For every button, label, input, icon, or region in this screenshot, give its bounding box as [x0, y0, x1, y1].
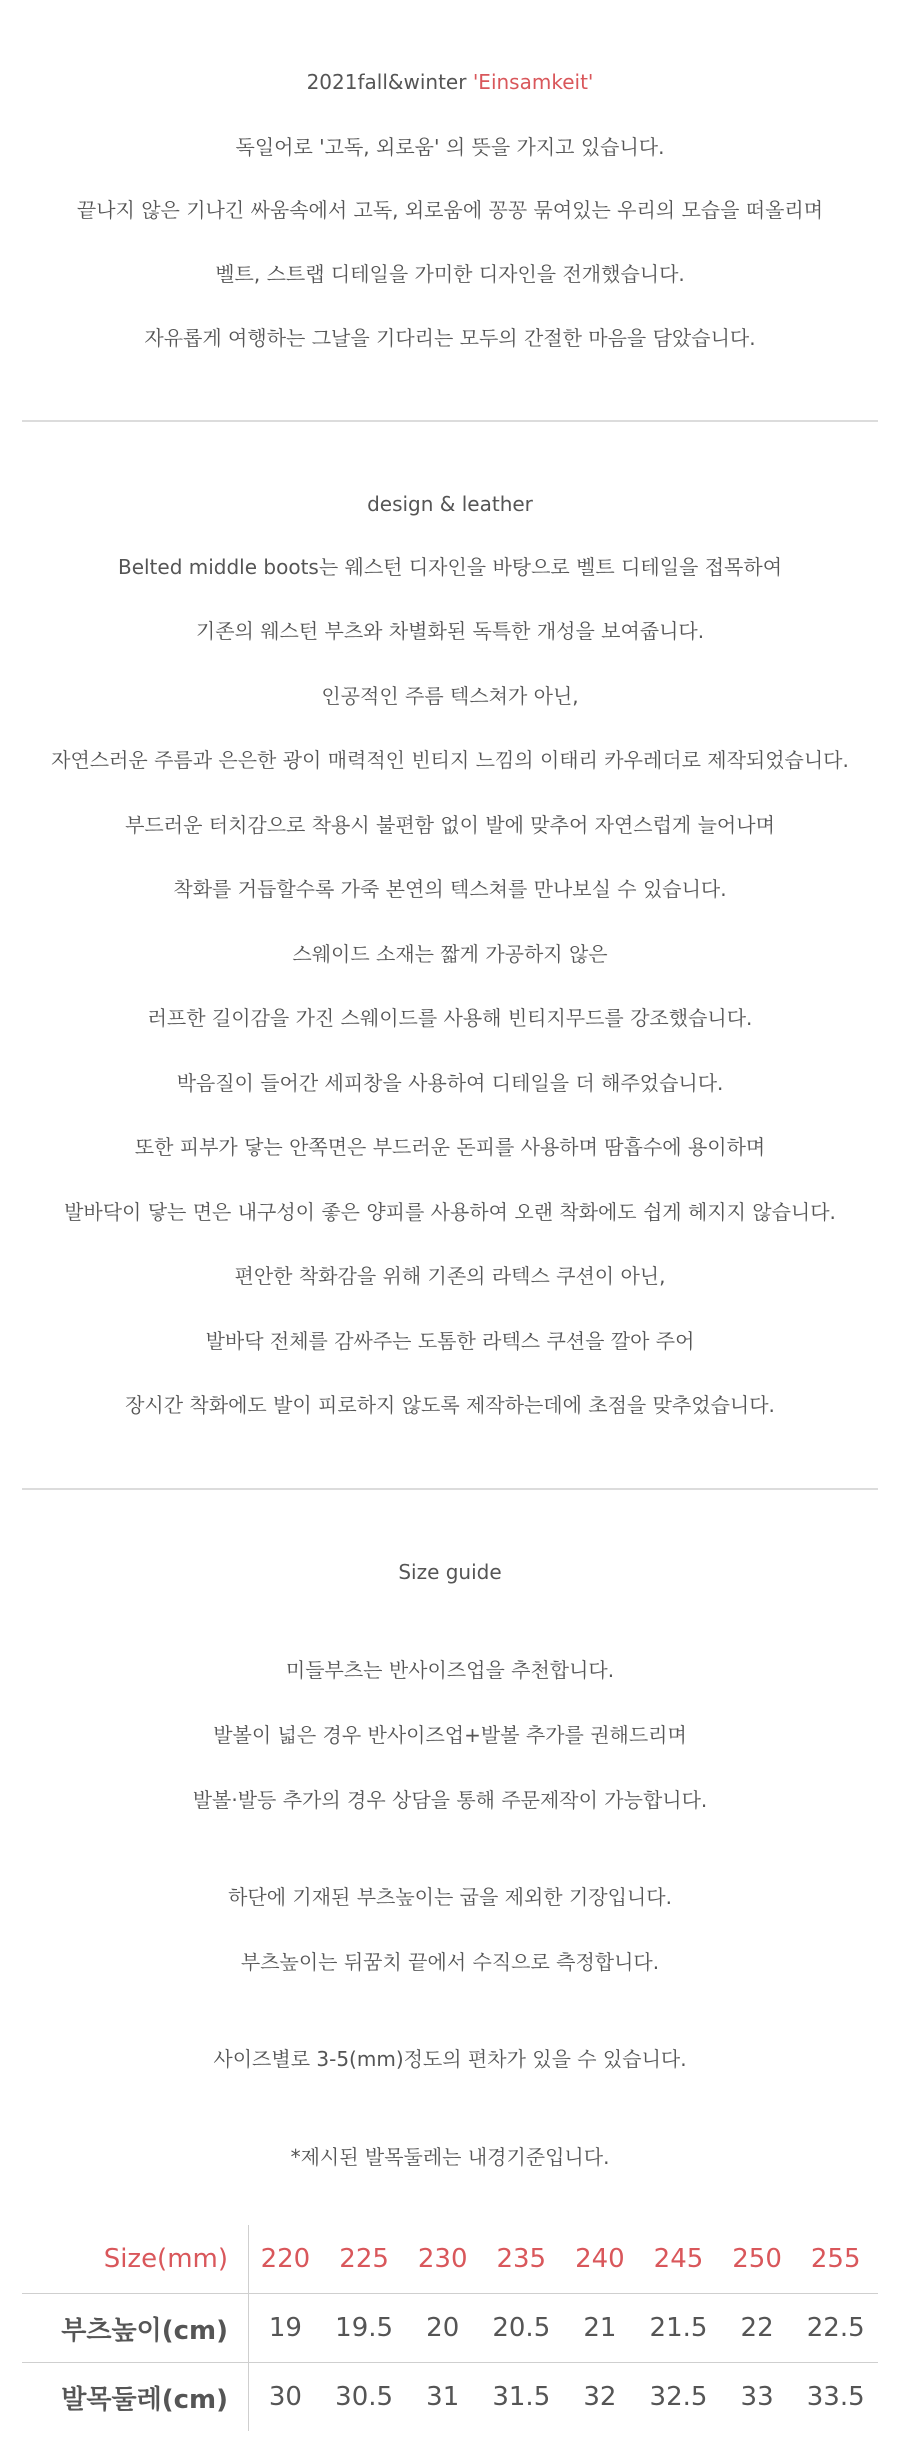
intro-title: [0, 68, 900, 96]
size-header-cell: 255: [810, 2244, 861, 2274]
design-line: 착화를 거듭할수록 가죽 본연의 텍스쳐를 만나보실 수 있습니다.: [173, 877, 727, 901]
size-table-header-row: [22, 2225, 878, 2294]
intro-line: 벨트, 스트랩 디테일을 가미한 디자인을 전개했습니다.: [215, 262, 685, 286]
size-guide-line: 하단에 기재된 부츠높이는 굽을 제외한 기장입니다.: [228, 1885, 672, 1909]
intro-title-accent: 'Einsamkeit': [472, 70, 594, 94]
table-cell: 20: [406, 2294, 479, 2363]
size-header-cell: 225: [339, 2244, 389, 2274]
size-header-cell: 240: [575, 2244, 625, 2274]
size-guide-line: 미들부츠는 반사이즈업을 추천합니다.: [285, 1658, 615, 1682]
table-row-boot-height: [22, 2294, 878, 2363]
design-line: 발바닥 전체를 감싸주는 도톰한 라텍스 쿠션을 깔아 주어: [205, 1329, 695, 1353]
design-line: 박음질이 들어간 세피창을 사용하여 디테일을 더 해주었습니다.: [176, 1071, 724, 1095]
row-label: 발목둘레(cm): [22, 2363, 249, 2432]
table-cell: 19.5: [322, 2294, 407, 2363]
intro-line: 자유롭게 여행하는 그날을 기다리는 모두의 간절한 마음을 담았습니다.: [144, 326, 756, 350]
table-cell: 30: [249, 2363, 322, 2432]
table-cell: 30.5: [322, 2363, 407, 2432]
design-line: 러프한 길이감을 가진 스웨이드를 사용해 빈티지무드를 강조했습니다.: [147, 1006, 753, 1030]
intro-title-prefix: 2021fall&winter: [306, 70, 473, 94]
size-guide-line: *제시된 발목둘레는 내경기준입니다.: [290, 2145, 610, 2169]
design-line: 부드러운 터치감으로 착용시 불편함 없이 발에 맞추어 자연스럽게 늘어나며: [125, 813, 775, 837]
table-cell: 31.5: [479, 2363, 564, 2432]
section-divider: [22, 1488, 878, 1490]
design-line: 스웨이드 소재는 짧게 가공하지 않은: [292, 942, 608, 966]
size-header-cell: 220: [260, 2244, 311, 2274]
section-divider: [22, 420, 878, 422]
design-line: 자연스러운 주름과 은은한 광이 매력적인 빈티지 느낌의 이태리 카우레더로 제작되었습니다.: [51, 748, 849, 772]
size-guide-line: 발볼이 넓은 경우 반사이즈업+발볼 추가를 권해드리며: [213, 1723, 687, 1747]
design-line: 발바닥이 닿는 면은 내구성이 좋은 양피를 사용하여 오랜 착화에도 쉽게 헤지지 않습니다.: [64, 1200, 836, 1224]
design-line: 기존의 웨스턴 부츠와 차별화된 독특한 개성을 보여줍니다.: [195, 619, 705, 643]
design-line: 장시간 착화에도 발이 피로하지 않도록 제작하는데에 초점을 맞추었습니다.: [125, 1393, 775, 1417]
table-cell: 22: [721, 2294, 794, 2363]
intro-line: 끝나지 않은 기나긴 싸움속에서 고독, 외로움에 꽁꽁 묶여있는 우리의 모습을 떠올리며: [76, 198, 824, 222]
size-header-cell: 235: [496, 2244, 547, 2274]
size-guide-line: 사이즈별로 3-5(mm)정도의 편차가 있을 수 있습니다.: [213, 2047, 687, 2071]
table-cell: 21.5: [636, 2294, 721, 2363]
table-cell: 32.5: [636, 2363, 721, 2432]
size-header-cell: 230: [417, 2244, 468, 2274]
size-guide-line: 발볼·발등 추가의 경우 상담을 통해 주문제작이 가능합니다.: [192, 1788, 708, 1812]
table-row-ankle-circumference: [22, 2363, 878, 2432]
table-cell: 22.5: [793, 2294, 878, 2363]
size-table: [22, 2225, 878, 2431]
row-label: 부츠높이(cm): [22, 2294, 249, 2363]
size-guide-heading: Size guide: [398, 1560, 502, 1584]
size-header-cell: 245: [653, 2244, 704, 2274]
design-line: 인공적인 주름 텍스쳐가 아닌,: [321, 684, 579, 708]
design-line: 또한 피부가 닿는 안쪽면은 부드러운 돈피를 사용하며 땀흡수에 용이하며: [134, 1135, 766, 1159]
size-guide-line: 부츠높이는 뒤꿈치 끝에서 수직으로 측정합니다.: [240, 1950, 660, 1974]
intro-line: 독일어로 '고독, 외로움' 의 뜻을 가지고 있습니다.: [235, 135, 665, 159]
design-line: Belted middle boots는 웨스턴 디자인을 바탕으로 벨트 디테일을 접목하여: [117, 555, 783, 579]
table-cell: 19: [249, 2294, 322, 2363]
design-heading: design & leather: [367, 492, 533, 516]
table-cell: 20.5: [479, 2294, 564, 2363]
table-cell: 21: [564, 2294, 637, 2363]
table-cell: 33: [721, 2363, 794, 2432]
size-header-label: Size(mm): [22, 2225, 249, 2294]
table-cell: 32: [564, 2363, 637, 2432]
table-cell: 31: [406, 2363, 479, 2432]
table-cell: 33.5: [793, 2363, 878, 2432]
size-header-cell: 250: [732, 2244, 782, 2274]
design-line: 편안한 착화감을 위해 기존의 라텍스 쿠션이 아닌,: [234, 1264, 666, 1288]
